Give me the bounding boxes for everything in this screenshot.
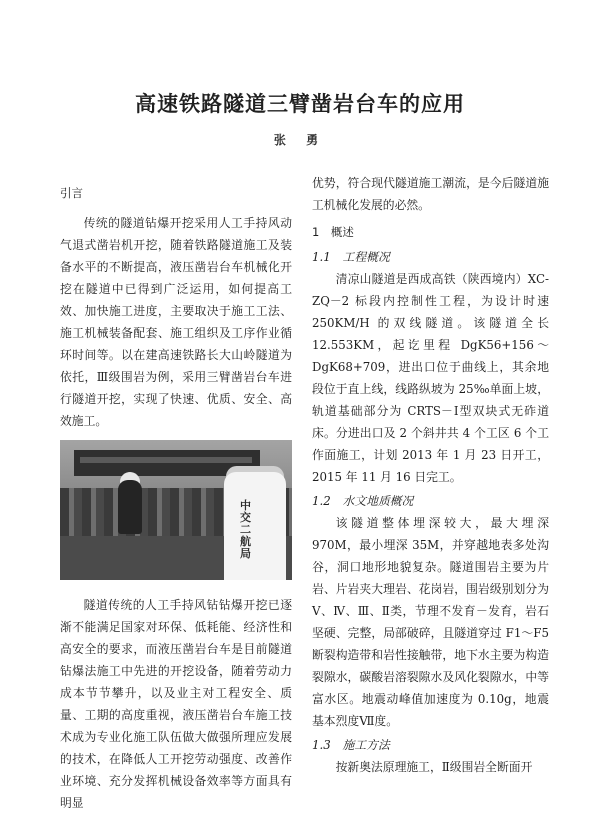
section-1-3-paragraph: 按新奥法原理施工，Ⅱ级围岩全断面开 [335, 760, 533, 774]
paper-title: 高速铁路隧道三臂凿岩台车的应用 [135, 92, 465, 116]
intro-paragraph-1: 传统的隧道钻爆开挖采用人工手持风动气退式凿岩机开挖，随着铁路隧道施工及装备水平的不断提高，液压凿岩台车机械化开挖在隧道中已得到广泛运用，如何提高工效、加快施工进度，主要取决于施工工法、施工机械装备配套、施工组织及工序作业循环时间等。以在建高速铁路长大山岭隧道为依托，Ⅲ级围岩为例，采用三臂凿岩台车进行隧道开挖，实现了快速、优质、安全、高效施工。 [60, 216, 292, 428]
intro-paragraph-2: 隧道传统的人工手持风钻钻爆开挖已逐渐不能满足国家对环保、低耗能、经济性和高安全的要求，而液压凿岩台车是目前隧道钻爆法施工中先进的开挖设备，随着劳动力成本节节攀升，以及业主对工程安全、质量、工期的高度重视，液压凿岩台车施工技术成为专业化施工队伍做大做强所理应发展的技术，在降低人工开挖劳动强度、改善作业环境、充分发挥机械设备效率等方面具有明显 [60, 598, 292, 810]
photo-worker [118, 480, 142, 534]
photo-banner-band [80, 457, 252, 463]
author-name: 张 勇 [273, 133, 327, 147]
section-1-heading: 1 概述 [312, 225, 354, 239]
machine-logo-text: 中交二航局 [240, 499, 251, 560]
left-column [60, 182, 292, 814]
section-1-1-heading: 1.1 工程概况 [312, 250, 390, 264]
section-1-2-paragraph: 该隧道整体埋深较大，最大埋深 970M，最小埋深 35M，并穿越地表多处沟谷，洞口地形地貌复杂。隧道围岩主要为片岩、片岩夹大理岩、花岗岩，围岩级别划分为Ⅴ、Ⅳ、Ⅲ、Ⅱ类，节理不发育－发育，岩石坚硬、完整，局部破碎，且隧道穿过 F1～F5 断裂构造带和岩性接触带，地下水主要为构造裂隙水，碳酸岩溶裂隙水及风化裂隙水，中等富水区。地震动峰值加速度为 0.10g，地震基本烈度Ⅶ度。 [312, 516, 549, 728]
intro-heading: 引言 [60, 186, 83, 200]
section-1-1-paragraph: 清凉山隧道是西成高铁（陕西境内）XC-ZQ－2 标段内控制性工程，为设计时速250KM/H 的双线隧道。该隧道全长 12.553KM，起讫里程 DgK56+156～DgK68+709，进出口位于曲线上，其余地段位于直上线，线路纵坡为 25‰单面上坡，轨道基础部分为 CRTS－Ⅰ型双块式无砟道床。分进出口及 2 个斜井共 4 个工区 6 个工作面施工，计划 2013 年 1 月 23 日开工，2015 年 11 月 16 日完工。 [312, 272, 549, 484]
section-1-2-heading: 1.2 水文地质概况 [312, 494, 414, 508]
continued-paragraph: 优势，符合现代隧道施工潮流，是今后隧道施工机械化发展的必然。 [312, 176, 549, 212]
construction-photo [60, 440, 292, 580]
section-1-3-heading: 1.3 施工方法 [312, 738, 390, 752]
right-column [312, 172, 549, 778]
